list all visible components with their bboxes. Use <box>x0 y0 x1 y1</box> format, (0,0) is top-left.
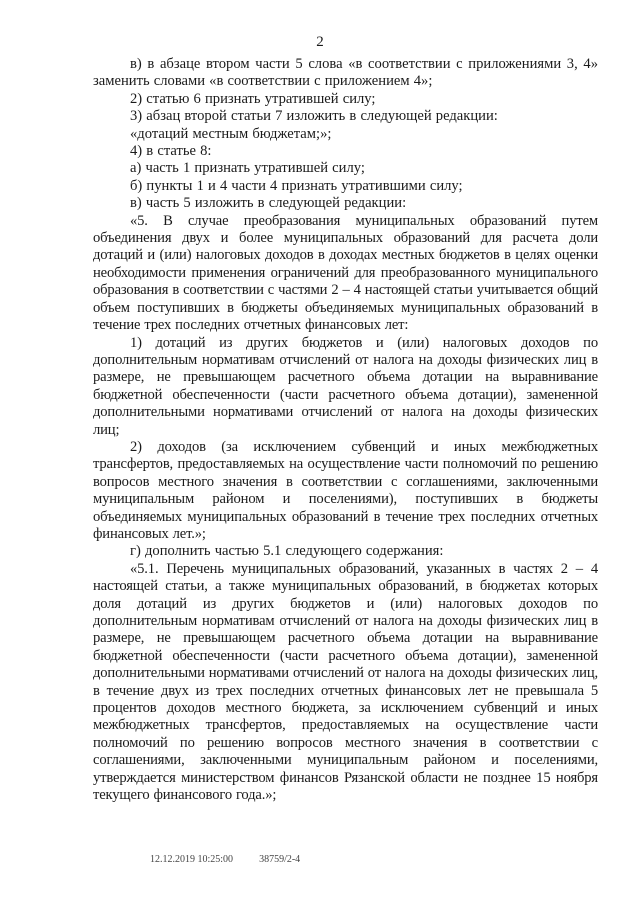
paragraph-4v: в) часть 5 изложить в следующей редакции: <box>130 195 407 212</box>
document-body <box>93 56 598 804</box>
footer-stamp <box>150 854 326 865</box>
paragraph-4: 4) в статье 8: <box>130 143 212 160</box>
paragraph-part-5: «5. В случае преобразования муниципальных образований путем объединения двух и более муниципальных образований для расчета доли дотаций и (или) налоговых доходов в доходах местных бюджетов в целях оценки необходимости применения ограничений для преобразованного муниципального образования в соответствии с частями 2 – 4 настоящей статьи учитывается общий объем поступивших в бюджеты объединяемых муниципальных образований в течение трех последних отчетных финансовых лет: <box>93 212 598 334</box>
paragraph-part-5-1: «5.1. Перечень муниципальных образований, указанных в частях 2 – 4 настоящей статьи, а также муниципальных образований, в бюджетах которых доля дотаций из других бюджетов и (или) налоговых доходов по дополнительным нормативам отчислений от налога на доходы физических лиц в размере, не превышающем расчетного объема дотации на выравнивание бюджетной обеспеченности (части расчетного объема дотации), замененной дополнительными нормативами отчислений от налога на доходы физических лиц, в течение двух из трех последних отчетных финансовых лет не превышала 5 процентов доходов местного бюджета, за исключением субвенций и иных межбюджетных трансфертов, предоставляемых на осуществление части полномочий по решению вопросов местного значения в соответствии с соглашениями, заключенными муниципальным районом и поселениями, утверждается министерством финансов Рязанской области не позднее 15 ноября текущего финансового года.»; <box>93 560 598 804</box>
paragraph-4a: а) часть 1 признать утратившей силу; <box>130 160 365 177</box>
paragraph-3-quote: «дотаций местным бюджетам;»; <box>130 125 332 142</box>
paragraph-3: 3) абзац второй статьи 7 изложить в следующей редакции: <box>130 108 498 125</box>
page-number: 2 <box>316 34 324 50</box>
paragraph-3v: в) в абзаце втором части 5 слова «в соответствии с приложениями 3, 4» заменить словами «в соответствии с приложением 4»; <box>93 56 598 90</box>
footer-timestamp: 12.12.2019 10:25:00 <box>150 854 234 865</box>
footer-doc-code: 38759/2-4 <box>259 854 301 865</box>
paragraph-2: 2) статью 6 признать утратившей силу; <box>130 90 376 107</box>
paragraph-4g: г) дополнить частью 5.1 следующего содержания: <box>130 543 444 560</box>
paragraph-part-5-item-2: 2) доходов (за исключением субвенций и иных межбюджетных трансфертов, предоставляемых на осуществление части полномочий по решению вопросов местного значения в соответствии с соглашениями, заключенными муниципальным районом и поселениями), поступивших в бюджеты объединяемых муниципальных образований в течение трех последних отчетных финансовых лет.»; <box>93 438 598 542</box>
paragraph-4b: б) пункты 1 и 4 части 4 признать утратившими силу; <box>130 177 463 194</box>
paragraph-part-5-item-1: 1) дотаций из других бюджетов и (или) налоговых доходов по дополнительным нормативам отчислений от налога на доходы физических лиц в размере, не превышающем расчетного объема дотации на выравнивание бюджетной обеспеченности (части расчетного объема дотации), замененной дополнительными нормативами отчислений от налога на доходы физических лиц; <box>93 334 598 438</box>
